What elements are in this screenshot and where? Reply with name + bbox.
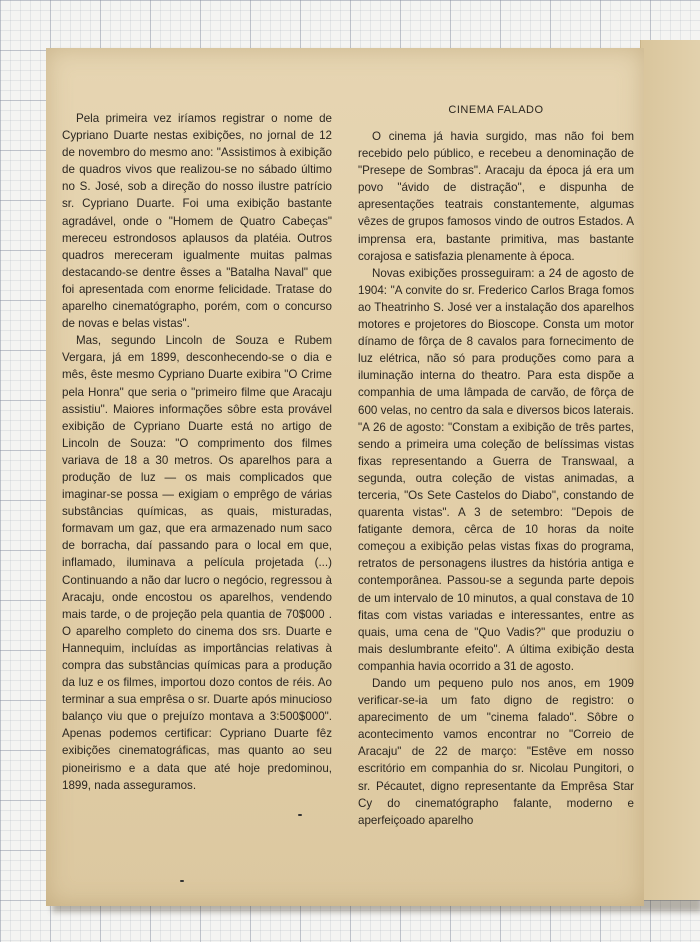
- underlying-sheet: [640, 40, 700, 900]
- ink-speck: [180, 880, 184, 882]
- paragraph: Mas, segundo Lincoln de Souza e Rubem Vergara, já em 1899, desconhecendo-se o dia e mês, êste mesmo Cypriano Duarte exibira "O Crime pela Honra" que seria o "primeiro filme que Aracaju assistiu". Maiores informações sôbre esta provável exibição de Cypriano Duarte está no artigo de Lincoln de Souza: "O comprimento dos filmes variava de 18 a 30 metros. Os aparelhos para a produção de luz — os mais complicados que imaginar-se possa — exigiam o emprêgo de várias substâncias químicas, as quais, misturadas, formavam um gaz, que era armazenado num saco de borracha, daí passando para o local em que, inflamado, iluminava a película projetada (...) Continuando a não dar lucro o negócio, regressou à Aracaju, onde encostou os aparelhos, vendendo mais tarde, o de projeção pela quantia de 70$000 . O aparelho completo do cinema dos srs. Duarte e Hannequim, incluídas as importâncias relativas à compra das substâncias químicas para a produção da luz e os filmes, importou dozo contos de réis. Ao terminar a sua emprêsa o sr. Duarte após minucioso balanço viu que o prejuízo montava a 3:500$000". Apenas podemos certificar: Cypriano Duarte fêz exibições cinematográficas, mas quanto ao seu pioneirismo e a data que até hoje predominou, 1899, nada asseguramos.: [62, 334, 332, 792]
- ink-speck: [298, 814, 302, 816]
- right-column: [358, 128, 634, 829]
- paragraph: Dando um pequeno pulo nos anos, em 1909 verificar-se-ia um fato digno de registro: o aparecimento de um "cinema falado". Sôbre o acontecimento vamos encontrar no "Correio de Aracaju" de 22 de março: "Estêve em nosso escritório em companhia do sr. Nicolau Pungitori, o sr. Pécautet, digno representante da Emprêsa Star Cy do cinematógrapho falante, moderno e aperfeiçoado aparelho: [358, 677, 634, 827]
- paragraph: Novas exibições prosseguiram: a 24 de agosto de 1904: "A convite do sr. Frederico Carlos Braga fomos ao Theatrinho S. José ver a instalação dos aparelhos motores e projetores do Bioscope. Consta um motor dínamo de fôrça de 8 cavalos para fornecimento de luz elétrica, não só para produções como para a iluminação interna do theatro. Para esta dispõe a companhia de uma lâmpada de carvão, de fôrça de 600 velas, no centro da sala e diversos bicos laterais. "A 26 de agosto: "Constam a exibição de três partes, sendo a primeira uma coleção de belíssimas vistas fixas representando a Guerra de Transwaal, a segunda, outra coleção de vistas animadas, a terceria, "Os Sete Castelos do Diabo", constando de quarenta vistas". A 3 de setembro: "Depois de fatigante demora, cêrca de 10 horas da noite começou a exibição pelas vistas fixas do programa, retratos de personagens ilustres da história antiga e contemporânea. Passou-se a segunda parte depois de um intervalo de 10 minutos, a qual constava de 10 fitas com vistas variadas e interessantes, entre as quais, uma cena de "Quo Vadis?" que produziu o mais deslumbrante efeito". A última exibição desta companhia havia ocorrido a 31 de agosto.: [358, 266, 634, 673]
- section-heading: CINEMA FALADO: [448, 104, 544, 116]
- document-page: [46, 48, 644, 906]
- paragraph: O cinema já havia surgido, mas não foi bem recebido pelo público, e recebeu a denominação de "Presepe de Sombras". Aracaju da época já era um povo "ávido de distração", e dispunha de apresentações teatrais constantemente, algumas vêzes de grupos famosos vindo de outros Estados. A imprensa era, bastante primitiva, mas bastante corajosa e satisfazia plenamente à época.: [358, 130, 634, 263]
- left-column: [62, 110, 332, 794]
- paragraph: Pela primeira vez iríamos registrar o nome de Cypriano Duarte nestas exibições, no jornal de 12 de novembro do mesmo ano: "Assistimos à exibição de quadros vivos que realizou-se no sábado último no S. José, sob a direção do nosso ilustre patrício sr. Cypriano Duarte. Foi uma exibição bastante agradável, onde o "Homem de Quatro Cabeças" mereceu estrondosos aplausos da platéia. Outros quadros mereceram igualmente muitas palmas destacando-se dentre êsses a "Batalha Naval" que foi apresentada com enorme felicidade. Tratase do aparelho cinematógrapho, porém, com o concurso de novas e belas vistas".: [62, 112, 332, 331]
